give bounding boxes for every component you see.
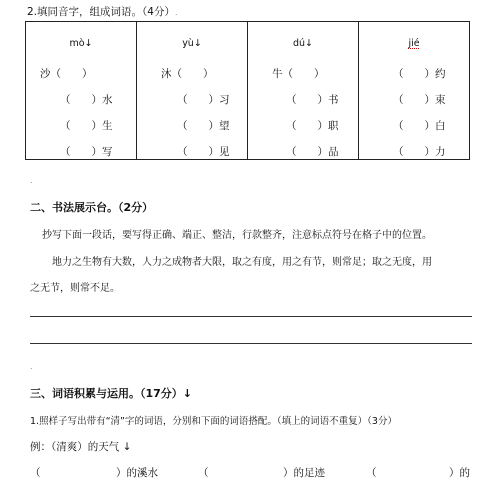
homophone-cell-mo xyxy=(26,22,137,160)
blank-2-close: ）的足迹 xyxy=(283,467,325,479)
passage-line-2: 之无节，则常不足。 xyxy=(30,283,120,294)
blank-3-open: （ xyxy=(366,467,377,479)
writing-line[interactable] xyxy=(30,316,472,317)
copy-instruction: 抄写下面一段话，要写得正确、端正、整洁，行款整齐，注意标点符号在格子中的位置。 xyxy=(42,230,432,241)
q2-heading: 2.填同音字，组成词语。（4分）. xyxy=(27,6,178,18)
word-blank[interactable]: （ ）职 xyxy=(286,120,339,132)
section-2-title: 二、书法展示台。（2分） xyxy=(30,201,154,214)
word-blank[interactable]: （ ）约 xyxy=(393,68,446,80)
word-blank[interactable]: （ ）水 xyxy=(60,94,113,106)
blank-1-open: （ xyxy=(30,467,41,479)
homophone-table xyxy=(25,21,470,160)
word-blank[interactable]: 沐（ ） xyxy=(161,68,214,80)
homophone-cell-jie xyxy=(359,22,470,160)
example-line: 例：（清爽）的天气 ↓ xyxy=(30,441,132,453)
blank-1-answer[interactable] xyxy=(44,465,114,479)
blank-2-open: （ xyxy=(198,467,209,479)
word-blank[interactable]: （ ）写 xyxy=(60,146,113,158)
word-blank[interactable]: （ ）见 xyxy=(177,146,230,158)
word-blank[interactable]: （ ）束 xyxy=(393,94,446,106)
word-blank[interactable]: （ ）品 xyxy=(286,146,339,158)
word-blank[interactable]: （ ）望 xyxy=(177,120,230,132)
word-blank[interactable]: （ ）书 xyxy=(286,94,339,106)
section-3-title: 三、词语积累与运用。（17分）↓ xyxy=(30,387,193,400)
word-blank[interactable]: （ ）生 xyxy=(60,120,113,132)
blank-2-answer[interactable] xyxy=(212,465,280,479)
pinyin-label: yù↓ xyxy=(182,38,202,49)
blank-1-close: ）的溪水 xyxy=(116,467,158,479)
homophone-cell-du xyxy=(248,22,359,160)
blank-3-answer[interactable] xyxy=(380,465,448,479)
passage-line-1: 地力之生物有大数，人力之成物者大限，取之有度，用之有节，则常足；取之无度，用 xyxy=(52,257,432,268)
pinyin-label: mò↓ xyxy=(69,38,93,49)
word-blank[interactable]: （ ）力 xyxy=(393,146,446,158)
homophone-cell-yu xyxy=(137,22,248,160)
paragraph-mark: . xyxy=(30,362,33,371)
pinyin-label: dú↓ xyxy=(292,38,313,49)
paragraph-mark: . xyxy=(30,176,33,185)
blank-3-close: ）的 xyxy=(449,467,470,479)
writing-line[interactable] xyxy=(30,343,472,344)
word-blank[interactable]: （ ）白 xyxy=(393,120,446,132)
word-blank[interactable]: 牛（ ） xyxy=(272,68,325,80)
word-blank[interactable]: （ ）习 xyxy=(177,94,230,106)
pinyin-label: jié xyxy=(408,38,420,49)
word-blank[interactable]: 沙（ ） xyxy=(40,68,93,80)
question-1: 1.照样子写出带有“清”字的词语，分别和下面的词语搭配。（填上的词语不重复）（3分） xyxy=(30,416,397,427)
